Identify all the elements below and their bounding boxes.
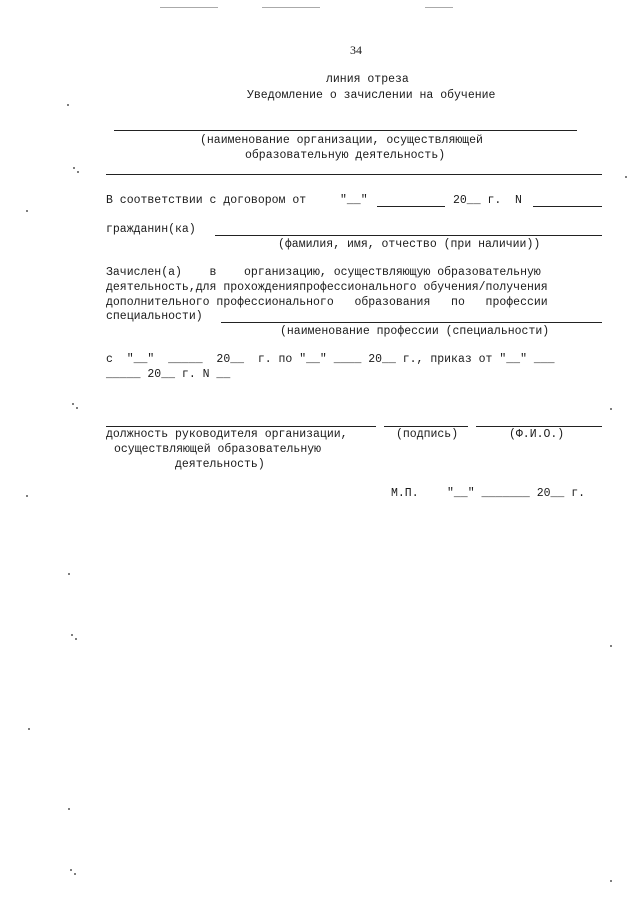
citizen-caption: (фамилия, имя, отчество (при наличии))	[278, 238, 541, 251]
cut-line-label: линия отреза	[326, 73, 409, 86]
scan-speck	[75, 638, 77, 640]
period-line1: с "__" _____ 20__ г. по "__" ____ 20__ г., приказ от "__" ___	[106, 353, 555, 366]
contract-year: 20__ г.	[453, 194, 502, 207]
position-caption-line2: осуществляющей образовательную	[114, 443, 322, 456]
profession-caption: (наименование профессии (специальности)	[280, 325, 550, 338]
citizen-name-line	[215, 235, 602, 236]
org-name-line-2	[106, 174, 602, 175]
scan-speck	[77, 171, 79, 173]
org-caption-line1: (наименование организации, осуществляющей	[200, 134, 483, 147]
document-title: Уведомление о зачислении на обучение	[247, 89, 496, 102]
enrollment-line2: деятельность,для прохожденияпрофессионального обучения/получения	[106, 281, 548, 294]
contract-prefix: В соответствии с договором от	[106, 194, 307, 207]
scan-speck	[68, 808, 70, 810]
stamp-label: М.П.	[391, 487, 419, 500]
citizen-label: гражданин(ка)	[106, 223, 196, 236]
scan-speck	[26, 495, 28, 497]
scan-speck	[74, 873, 76, 875]
scan-speck	[26, 210, 28, 212]
scan-speck	[610, 880, 612, 882]
profession-line	[221, 322, 602, 323]
signature-caption: (подпись)	[396, 428, 459, 441]
scan-speck	[73, 167, 75, 169]
position-caption-line1: должность руководителя организации,	[106, 428, 348, 441]
scan-speck	[610, 408, 612, 410]
contract-number-sign: N	[515, 194, 522, 207]
period-line2: _____ 20__ г. N __	[106, 368, 231, 381]
contract-number-line	[533, 206, 602, 207]
scan-speck	[71, 634, 73, 636]
scan-speck	[76, 407, 78, 409]
scan-speck	[28, 728, 30, 730]
enrollment-line3: дополнительного профессионального образования по профессии	[106, 296, 548, 309]
contract-month-line	[377, 206, 445, 207]
enrollment-line1: Зачислен(а) в организацию, осуществляющую образовательную	[106, 266, 541, 279]
scan-speck	[625, 176, 627, 178]
name-signature-line	[476, 426, 602, 427]
scan-speck	[610, 645, 612, 647]
scan-speck	[68, 573, 70, 575]
signature-line	[384, 426, 468, 427]
scan-artifact	[160, 7, 218, 8]
position-signature-line	[106, 426, 376, 427]
scan-speck	[67, 104, 69, 106]
name-caption: (Ф.И.О.)	[509, 428, 565, 441]
scan-speck	[72, 403, 74, 405]
position-caption-line3: деятельность)	[175, 458, 265, 471]
stamp-date: "__" _______ 20__ г.	[447, 487, 586, 500]
org-name-line	[114, 130, 577, 131]
enrollment-line4-label: специальности)	[106, 310, 203, 323]
contract-day: "__"	[340, 194, 368, 207]
scan-artifact	[425, 7, 453, 8]
org-caption-line2: образовательную деятельность)	[245, 149, 446, 162]
scan-speck	[70, 869, 72, 871]
scan-artifact	[262, 7, 320, 8]
page-number: 34	[350, 43, 362, 57]
